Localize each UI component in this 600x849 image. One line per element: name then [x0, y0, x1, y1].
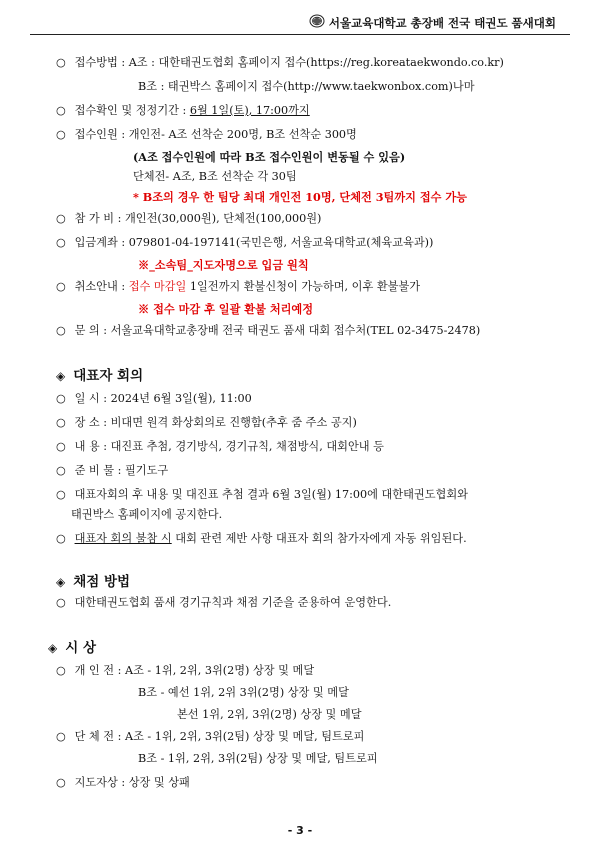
- meeting-absent-ul: 대표자 회의 불참 시: [74, 532, 172, 545]
- meeting-prep-value: 필기도구: [124, 464, 169, 477]
- meeting-absent-row: [56, 532, 467, 546]
- people-row: [56, 128, 357, 142]
- bullet-icon: ○: [56, 280, 66, 293]
- meeting-content-row: [56, 440, 384, 454]
- awards-individual-label: 개 인 전 :: [74, 664, 125, 677]
- meeting-notice-2: 태권박스 홈페이지에 공지한다.: [71, 508, 223, 521]
- people-label: 접수인원 :: [74, 128, 129, 141]
- bullet-icon: ○: [56, 236, 66, 249]
- bullet-icon: ○: [56, 104, 66, 117]
- scoring-text: 대한태권도협회 품새 경기규칙과 채점 기준을 준용하여 운영한다.: [74, 596, 392, 609]
- meeting-place-row: [56, 416, 357, 430]
- awards-individual-a: A조 - 1위, 2위, 3위(2명) 상장 및 메달: [124, 664, 315, 677]
- people-value: 개인전- A조 선착순 200명, B조 선착순 300명: [128, 128, 357, 141]
- awards-team-row: [56, 730, 364, 744]
- account-note: ※_소속팀_지도자명으로 입금 원칙: [138, 258, 309, 272]
- bullet-icon: ○: [56, 596, 66, 609]
- header-title: 서울교육대학교 총장배 전국 태권도 품새대회: [328, 15, 556, 30]
- confirm-value: 6월 1일(토), 17:00까지: [189, 104, 310, 117]
- bullet-icon: ○: [56, 776, 66, 789]
- meeting-date-label: 일 시 :: [74, 392, 111, 405]
- scoring-row: [56, 596, 391, 610]
- meeting-notice-1: 대표자회의 후 내용 및 대진표 추첨 결과 6월 3일(월) 17:00에 대한태권도협회와: [74, 488, 468, 501]
- inquiry-row: [56, 324, 480, 338]
- fee-value: 개인전(30,000원), 단체전(100,000원): [124, 212, 322, 225]
- method-label: 접수방법 :: [74, 56, 129, 69]
- meeting-content-label: 내 용 :: [74, 440, 111, 453]
- inquiry-value: 서울교육대학교총장배 전국 태권도 품새 대회 접수처(TEL 02-3475-2478): [110, 324, 481, 337]
- awards-team-label: 단 체 전 :: [74, 730, 125, 743]
- bullet-icon: ○: [56, 324, 66, 337]
- diamond-icon: ◈: [56, 575, 66, 589]
- confirm-row: [56, 104, 310, 118]
- meeting-notice-row: [56, 488, 468, 502]
- awards-coach-label: 지도자상 :: [74, 776, 129, 789]
- scoring-title: 채점 방법: [73, 574, 131, 590]
- cancel-rest: 1일전까지 환불신청이 가능하며, 이후 환불불가: [186, 280, 421, 293]
- meeting-absent-rest: 대회 관련 제반 사항 대표자 회의 참가자에게 자동 위임된다.: [171, 532, 467, 545]
- bullet-icon: ○: [56, 464, 66, 477]
- cancel-deadline: 접수 마감일: [128, 280, 187, 293]
- registration-method-row: [56, 56, 504, 70]
- method-a: A조 : 대한태권도협회 홈페이지 접수(https://reg.koreataekwondo.co.kr): [128, 56, 504, 69]
- bullet-icon: ○: [56, 730, 66, 743]
- fee-label: 참 가 비 :: [74, 212, 125, 225]
- bullet-icon: ○: [56, 664, 66, 677]
- awards-individual-row: [56, 664, 314, 678]
- meeting-date-row: [56, 392, 252, 406]
- people-note: (A조 접수인원에 따라 B조 접수인원이 변동될 수 있음): [133, 150, 406, 164]
- diamond-icon: ◈: [48, 641, 58, 655]
- account-label: 입금계좌 :: [74, 236, 129, 249]
- method-b: B조 : 태권박스 홈페이지 접수(http://www.taekwonbox.com)나마: [138, 80, 475, 93]
- awards-heading: [48, 636, 96, 656]
- awards-coach-row: [56, 776, 190, 790]
- page-header: [0, 0, 600, 40]
- cancel-label: 취소안내 :: [74, 280, 129, 293]
- awards-team-b: B조 - 1위, 2위, 3위(2팀) 상장 및 메달, 팀트로피: [138, 752, 378, 765]
- bullet-icon: ○: [56, 440, 66, 453]
- meeting-title: 대표자 회의: [73, 368, 144, 384]
- scoring-heading: [56, 570, 130, 590]
- confirm-label: 접수확인 및 정정기간 :: [74, 104, 190, 117]
- team-value: 단체전- A조, B조 선착순 각 30팀: [133, 170, 297, 183]
- bullet-icon: ○: [56, 56, 66, 69]
- account-value: 079801-04-197141(국민은행, 서울교육대학교(체육교육과)): [128, 236, 434, 249]
- cancel-row: [56, 280, 420, 294]
- meeting-prep-row: [56, 464, 168, 478]
- cancel-note: ※ 접수 마감 후 일괄 환불 처리예정: [138, 302, 314, 316]
- bullet-icon: ○: [56, 212, 66, 225]
- meeting-heading: [56, 364, 143, 384]
- awards-individual-b2: 본선 1위, 2위, 3위(2명) 상장 및 메달: [177, 708, 362, 721]
- bullet-icon: ○: [56, 488, 66, 501]
- meeting-content-value: 대진표 추첨, 경기방식, 경기규칙, 채점방식, 대회안내 등: [110, 440, 384, 453]
- fee-row: [56, 212, 321, 226]
- meeting-place-value: 비대면 원격 화상회의로 진행함(추후 줌 주소 공지): [110, 416, 357, 429]
- bullet-icon: ○: [56, 416, 66, 429]
- header-divider: [30, 34, 570, 35]
- awards-coach-value: 상장 및 상패: [128, 776, 190, 789]
- team-note: * B조의 경우 한 팀당 최대 개인전 10명, 단체전 3팀까지 접수 가능: [133, 190, 467, 204]
- bullet-icon: ○: [56, 392, 66, 405]
- bullet-icon: ○: [56, 532, 66, 545]
- awards-team-a: A조 - 1위, 2위, 3위(2팀) 상장 및 메달, 팀트로피: [124, 730, 365, 743]
- emblem-icon: [309, 14, 325, 31]
- inquiry-label: 문 의 :: [74, 324, 111, 337]
- diamond-icon: ◈: [56, 369, 66, 383]
- meeting-date-value: 2024년 6월 3일(월), 11:00: [110, 392, 252, 405]
- awards-title: 시 상: [65, 640, 97, 656]
- meeting-prep-label: 준 비 물 :: [74, 464, 125, 477]
- bullet-icon: ○: [56, 128, 66, 141]
- awards-individual-b1: B조 - 예선 1위, 2위 3위(2명) 상장 및 메달: [138, 686, 349, 699]
- header-title-block: [309, 14, 556, 31]
- page-number: - 3 -: [287, 824, 313, 837]
- account-row: [56, 236, 433, 250]
- meeting-place-label: 장 소 :: [74, 416, 111, 429]
